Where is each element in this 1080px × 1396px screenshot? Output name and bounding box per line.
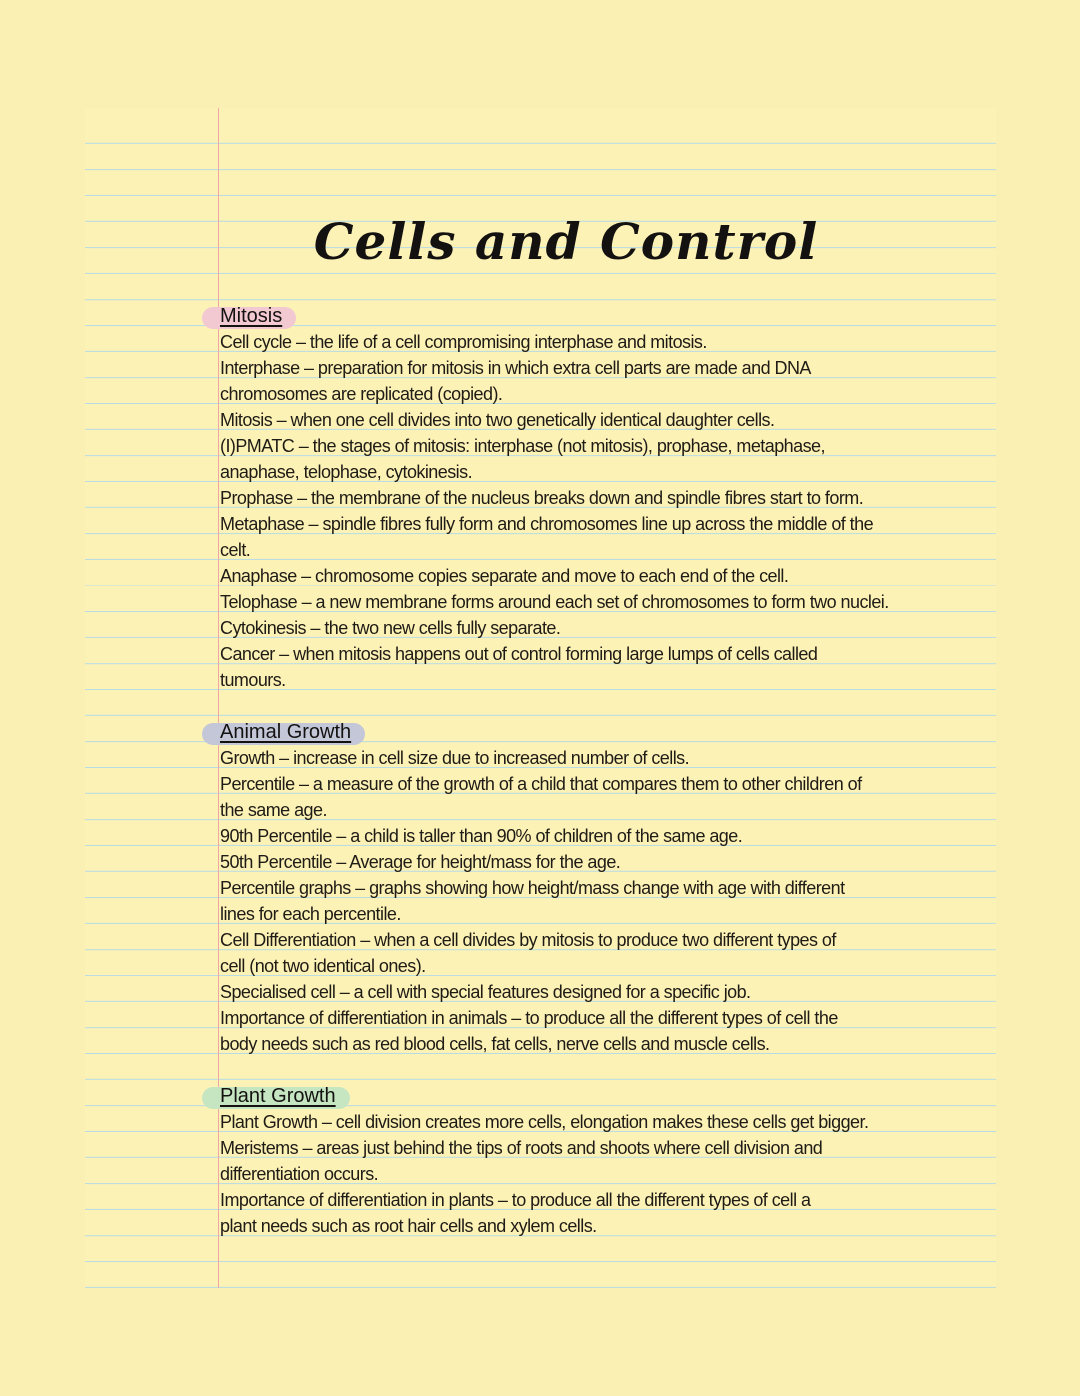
note-line: tumours. (220, 670, 286, 690)
note-line: 50th Percentile – Average for height/mass for the age. (220, 852, 621, 872)
note-line: (I)PMATC – the stages of mitosis: interphase (not mitosis), prophase, metaphase, (220, 436, 825, 456)
note-line: lines for each percentile. (220, 904, 401, 924)
section-heading-animal-growth (220, 719, 351, 745)
note-line: Importance of differentiation in animals – to produce all the different types of cell the (220, 1008, 838, 1028)
note-line: Anaphase – chromosome copies separate and move to each end of the cell. (220, 566, 789, 586)
note-line: Cytokinesis – the two new cells fully separate. (220, 618, 561, 638)
note-line: Telophase – a new membrane forms around each set of chromosomes to form two nuclei. (220, 592, 889, 612)
section-mitosis (220, 303, 980, 693)
note-line: body needs such as red blood cells, fat cells, nerve cells and muscle cells. (220, 1034, 770, 1054)
note-line: Cell cycle – the life of a cell compromising interphase and mitosis. (220, 332, 707, 352)
heading-text: Animal Growth (220, 721, 352, 743)
spacer (220, 1057, 980, 1083)
note-line: Growth – increase in cell size due to increased number of cells. (220, 748, 690, 768)
note-line: Plant Growth – cell division creates more cells, elongation makes these cells get bigger. (220, 1112, 869, 1132)
note-line: Metaphase – spindle fibres fully form and chromosomes line up across the middle of the (220, 514, 874, 534)
note-line: Meristems – areas just behind the tips of roots and shoots where cell division and (220, 1138, 823, 1158)
note-line: Importance of differentiation in plants – to produce all the different types of cell a (220, 1190, 811, 1210)
note-line: anaphase, telophase, cytokinesis. (220, 462, 473, 482)
note-line: Prophase – the membrane of the nucleus breaks down and spindle fibres start to form. (220, 488, 864, 508)
note-line: Interphase – preparation for mitosis in which extra cell parts are made and DNA (220, 358, 811, 378)
note-line: differentiation occurs. (220, 1164, 379, 1184)
notes-content (220, 303, 980, 1239)
note-line: Mitosis – when one cell divides into two genetically identical daughter cells. (220, 410, 775, 430)
section-heading-plant-growth (220, 1083, 336, 1109)
note-line: Specialised cell – a cell with special features designed for a specific job. (220, 982, 751, 1002)
page-title: Cells and Control (313, 212, 819, 271)
note-line: celt. (220, 540, 251, 560)
section-animal-growth (220, 719, 980, 1057)
note-line: Percentile graphs – graphs showing how height/mass change with age with different (220, 878, 845, 898)
note-line: plant needs such as root hair cells and xylem cells. (220, 1216, 597, 1236)
section-plant-growth (220, 1083, 980, 1239)
note-line: Percentile – a measure of the growth of a child that compares them to other children of (220, 774, 862, 794)
heading-text: Plant Growth (220, 1085, 336, 1107)
note-line: 90th Percentile – a child is taller than 90% of children of the same age. (220, 826, 743, 846)
section-heading-mitosis (220, 303, 282, 329)
note-line: Cell Differentiation – when a cell divides by mitosis to produce two different types of (220, 930, 836, 950)
note-line: cell (not two identical ones). (220, 956, 426, 976)
spacer (220, 693, 980, 719)
heading-text: Mitosis (220, 305, 283, 327)
note-line: Cancer – when mitosis happens out of control forming large lumps of cells called (220, 644, 818, 664)
note-line: the same age. (220, 800, 327, 820)
note-line: chromosomes are replicated (copied). (220, 384, 503, 404)
margin-line (218, 108, 219, 1288)
